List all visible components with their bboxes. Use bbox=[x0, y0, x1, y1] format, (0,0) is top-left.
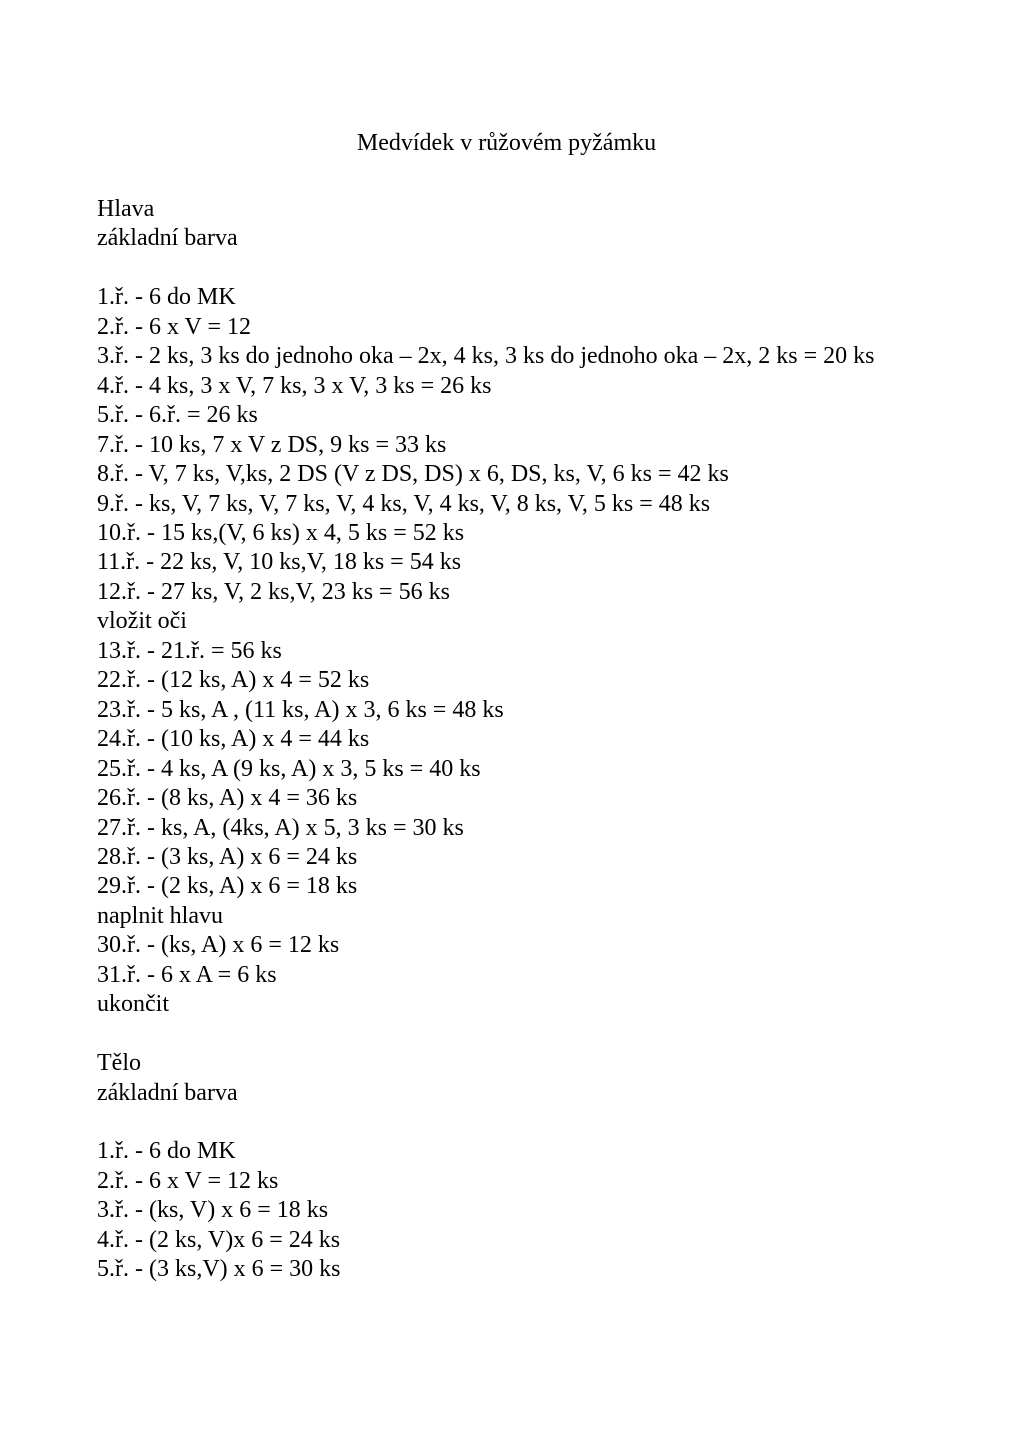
pattern-row: 5.ř. - (3 ks,V) x 6 = 30 ks bbox=[97, 1256, 341, 1283]
pattern-row: 3.ř. - 2 ks, 3 ks do jednoho oka – 2x, 4 ks, 3 ks do jednoho oka – 2x, 2 ks = 20 ks bbox=[97, 343, 875, 370]
document-body bbox=[97, 195, 907, 1285]
pattern-row: 23.ř. - 5 ks, A , (11 ks, A) x 3, 6 ks = 48 ks bbox=[97, 696, 504, 723]
pattern-row: 10.ř. - 15 ks,(V, 6 ks) x 4, 5 ks = 52 ks bbox=[97, 519, 465, 546]
pattern-row: 2.ř. - 6 x V = 12 ks bbox=[97, 1167, 279, 1194]
pattern-row: 1.ř. - 6 do MK bbox=[97, 284, 236, 311]
pattern-row: 7.ř. - 10 ks, 7 x V z DS, 9 ks = 33 ks bbox=[97, 431, 447, 458]
pattern-row: 26.ř. - (8 ks, A) x 4 = 36 ks bbox=[97, 785, 358, 812]
pattern-row: 4.ř. - 4 ks, 3 x V, 7 ks, 3 x V, 3 ks = 26 ks bbox=[97, 372, 492, 399]
pattern-row: 13.ř. - 21.ř. = 56 ks bbox=[97, 637, 282, 664]
pattern-row: 30.ř. - (ks, A) x 6 = 12 ks bbox=[97, 932, 340, 959]
section-heading-head: Hlava bbox=[97, 196, 155, 222]
pattern-note: ukončit bbox=[97, 991, 169, 1018]
pattern-row: 8.ř. - V, 7 ks, V,ks, 2 DS (V z DS, DS) x 6, DS, ks, V, 6 ks = 42 ks bbox=[97, 461, 729, 488]
head-rows-list bbox=[97, 283, 907, 1019]
pattern-row: 9.ř. - ks, V, 7 ks, V, 7 ks, V, 4 ks, V, 4 ks, V, 8 ks, V, 5 ks = 48 ks bbox=[97, 490, 711, 517]
section-color-body: základní barva bbox=[97, 1079, 238, 1106]
pattern-row: 12.ř. - 27 ks, V, 2 ks,V, 23 ks = 56 ks bbox=[97, 578, 450, 605]
body-rows-list bbox=[97, 1137, 907, 1284]
pattern-row: 2.ř. - 6 x V = 12 bbox=[97, 313, 251, 340]
pattern-row: 24.ř. - (10 ks, A) x 4 = 44 ks bbox=[97, 726, 370, 753]
pattern-row: 4.ř. - (2 ks, V)x 6 = 24 ks bbox=[97, 1226, 341, 1253]
pattern-row: 25.ř. - 4 ks, A (9 ks, A) x 3, 5 ks = 40 ks bbox=[97, 755, 481, 782]
pattern-row: 1.ř. - 6 do MK bbox=[97, 1138, 236, 1165]
blank-line bbox=[97, 254, 907, 283]
pattern-row: 22.ř. - (12 ks, A) x 4 = 52 ks bbox=[97, 667, 370, 694]
pattern-row: 5.ř. - 6.ř. = 26 ks bbox=[97, 402, 258, 429]
section-heading-body: Tělo bbox=[97, 1050, 141, 1077]
pattern-row: 29.ř. - (2 ks, A) x 6 = 18 ks bbox=[97, 873, 358, 900]
pattern-note: vložit oči bbox=[97, 608, 187, 635]
blank-line bbox=[97, 1108, 907, 1137]
pattern-row: 3.ř. - (ks, V) x 6 = 18 ks bbox=[97, 1197, 329, 1224]
pattern-note: naplnit hlavu bbox=[97, 902, 223, 929]
pattern-row: 28.ř. - (3 ks, A) x 6 = 24 ks bbox=[97, 843, 358, 870]
pattern-row: 11.ř. - 22 ks, V, 10 ks,V, 18 ks = 54 ks bbox=[97, 549, 462, 576]
document-title: Medvídek v růžovém pyžámku bbox=[356, 130, 657, 156]
blank-line bbox=[97, 1020, 907, 1049]
pattern-row: 27.ř. - ks, A, (4ks, A) x 5, 3 ks = 30 ks bbox=[97, 814, 464, 841]
section-color-head: základní barva bbox=[97, 225, 238, 252]
pattern-row: 31.ř. - 6 x A = 6 ks bbox=[97, 961, 277, 988]
